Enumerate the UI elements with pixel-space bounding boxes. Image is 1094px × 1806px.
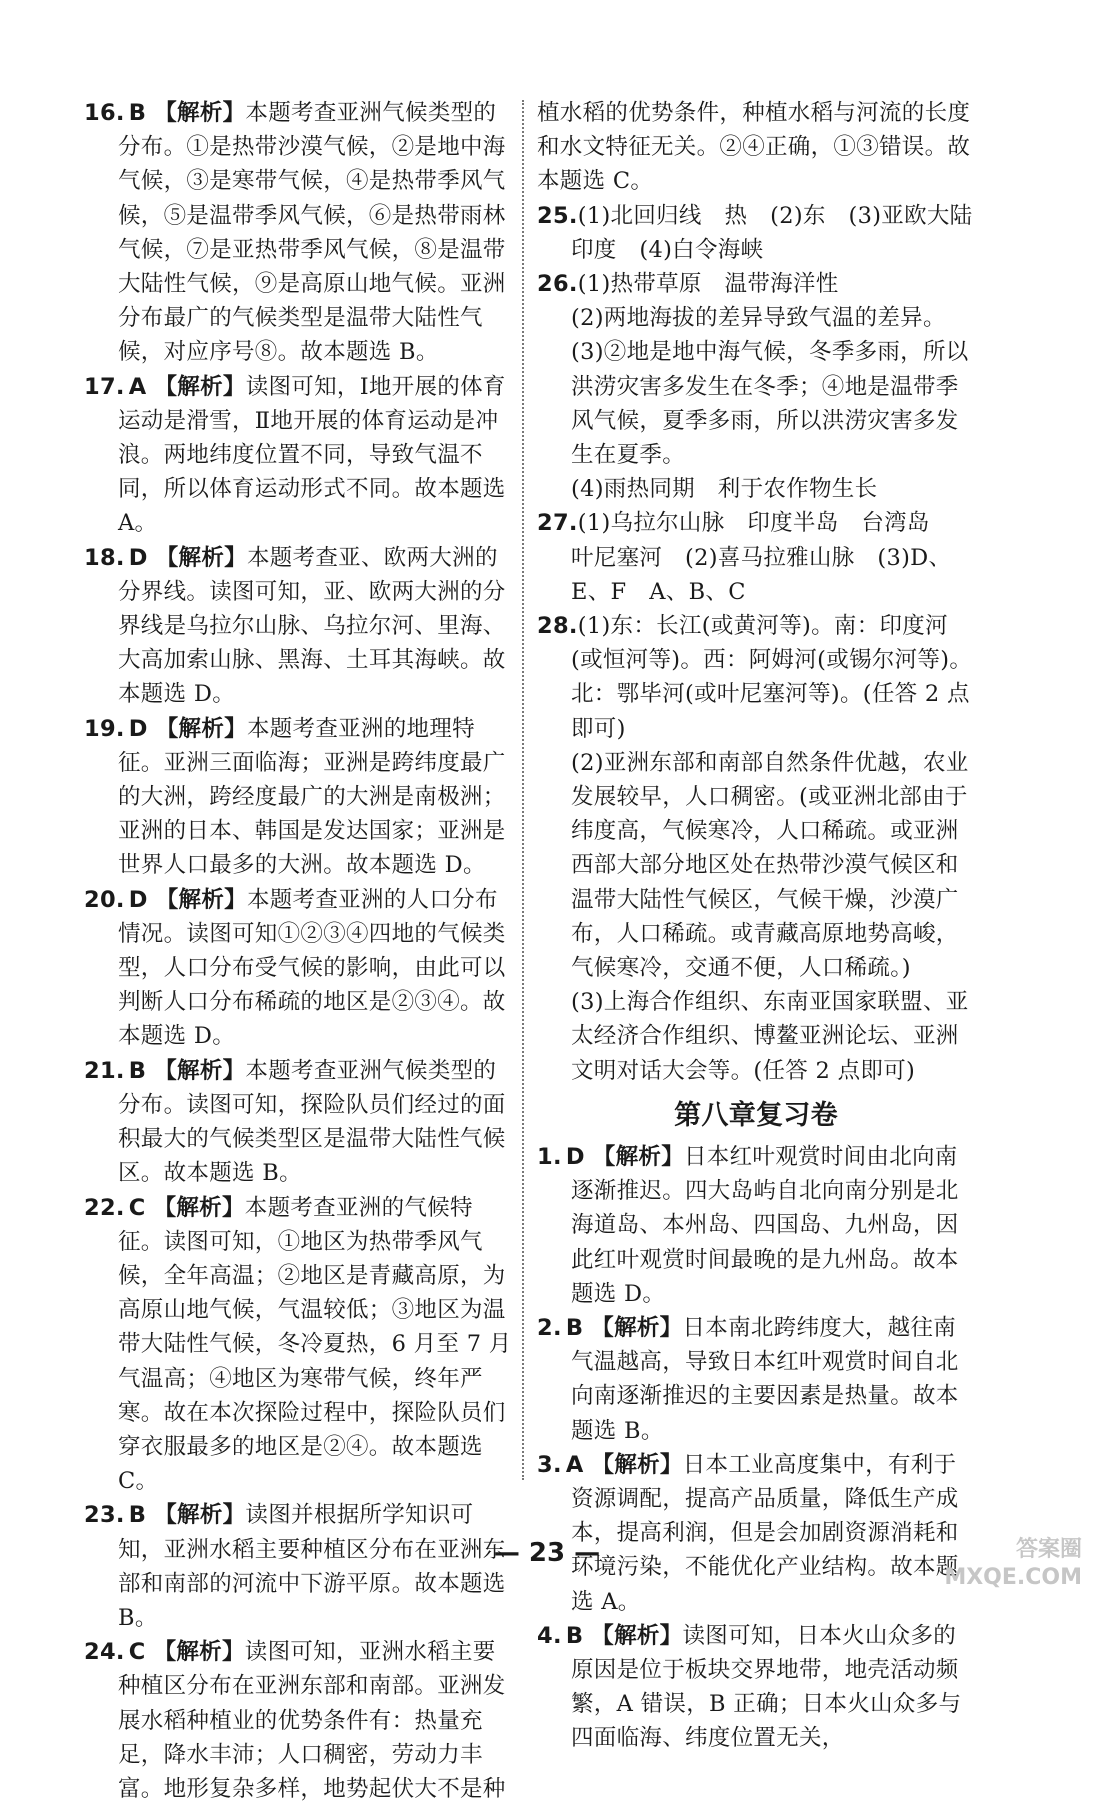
analysis-tag: 【解析】	[155, 886, 247, 913]
answer-letter: A	[565, 1451, 584, 1478]
continuation-text: 植水稻的优势条件，种植水稻与河流的长度和水文特征无关。②④正确，①③错误。故本题选 C。	[537, 100, 971, 195]
answer-item	[84, 96, 514, 370]
answer-item	[84, 712, 514, 883]
question-number: 21.	[84, 1057, 125, 1084]
answer-letter: B	[565, 1314, 584, 1341]
answer-text: (1)东：长江(或黄河等)。南：印度河(或恒河等)。西：阿姆河(或锡尔河等)。北：鄂毕河(或叶尼塞河等)。(任答 2 点即可)	[571, 613, 973, 742]
answer-letter: B	[565, 1622, 584, 1649]
chapter-title: 第八章复习卷	[674, 1099, 838, 1131]
answer-item	[537, 1448, 975, 1619]
watermark-logo	[944, 1536, 1082, 1592]
answer-line	[537, 335, 975, 472]
analysis-tag: 【解析】	[153, 1639, 245, 1666]
answer-item	[537, 1619, 975, 1756]
analysis-text: 日本南北跨纬度大，越往南气温越高，导致日本红叶观赏时间自北向南逐渐推迟的主要因素是热量。故本题选 B。	[571, 1314, 959, 1444]
analysis-text: 读图可知，日本火山众多的原因是位于板块交界地带，地壳活动频繁，A 错误，B 正确；日本火山众多与四面临海、纬度位置无关，	[571, 1622, 962, 1752]
answer-item	[84, 1635, 514, 1806]
answer-text: (2)两地海拔的差异导致气温的差异。	[571, 305, 946, 332]
answer-letter: B	[128, 1057, 147, 1084]
answer-line	[537, 506, 975, 609]
question-number: 3.	[537, 1451, 562, 1478]
analysis-text: 本题考查亚洲的地理特征。亚洲三面临海；亚洲是跨纬度最广的大洲，跨经度最广的大洲是南极洲；亚洲的日本、韩国是发达国家；亚洲是世界人口最多的大洲。故本题选 D。	[118, 715, 506, 879]
answer-text: (3)上海合作组织、东南亚国家联盟、亚太经济合作组织、博鳌亚洲论坛、亚洲文明对话大会等。(任答 2 点即可)	[571, 989, 969, 1084]
column-divider	[522, 100, 524, 1480]
answer-letter: A	[128, 373, 147, 400]
question-number: 28.	[537, 613, 578, 640]
analysis-tag: 【解析】	[154, 1502, 246, 1529]
answer-letter: B	[128, 100, 147, 126]
analysis-text: 本题考查亚、欧两大洲的分界线。读图可知，亚、欧两大洲的分界线是乌拉尔山脉、乌拉尔河、里海、大高加索山脉、黑海、土耳其海峡。故本题选 D。	[118, 544, 506, 708]
analysis-tag: 【解析】	[154, 373, 246, 400]
question-number: 22.	[84, 1194, 125, 1221]
analysis-tag: 【解析】	[591, 1451, 683, 1478]
question-number: 16.	[84, 100, 125, 126]
question-number: 18.	[84, 544, 125, 571]
answer-text: (2)亚洲东部和南部自然条件优越，农业发展较早，人口稠密。(或亚洲北部由于纬度高，气候寒冷，人口稀疏。或亚洲西部大部分地区处在热带沙漠气候区和温带大陆性气候区，气候干燥，沙漠广布，人口稀疏。或青藏高原地势高峻，气候寒冷，交通不便，人口稀疏。)	[571, 749, 969, 982]
answer-letter: D	[565, 1143, 585, 1170]
answer-text: (3)②地是地中海气候，冬季多雨，所以洪涝灾害多发生在冬季；④地是温带季风气候，夏季多雨，所以洪涝灾害多发生在夏季。	[571, 339, 969, 469]
answer-text: (1)热带草原 温带海洋性	[577, 271, 839, 298]
answer-line	[537, 199, 996, 267]
answer-item	[84, 1054, 514, 1191]
question-number: 2.	[537, 1314, 562, 1341]
analysis-tag: 【解析】	[154, 100, 246, 126]
answer-item	[84, 541, 514, 712]
question-number: 20.	[84, 886, 125, 913]
answer-line	[537, 267, 975, 301]
watermark-url: MXQE.COM	[944, 1565, 1082, 1590]
question-number: 19.	[84, 715, 125, 742]
answer-line	[537, 746, 975, 985]
question-number: 1.	[537, 1143, 562, 1170]
analysis-text: 读图并根据所学知识可知，亚洲水稻主要种植区分布在亚洲东部和南部的河流中下游平原。故本题选 B。	[118, 1502, 506, 1631]
right-column	[537, 96, 996, 1756]
answer-line	[537, 609, 975, 746]
question-number: 25.	[537, 202, 578, 229]
analysis-text: 日本工业高度集中，有利于资源调配，提高产品质量，降低生产成本，提高利润，但是会加剧资源消耗和环境污染，不能优化产业结构。故本题选 A。	[571, 1451, 959, 1615]
answer-letter: D	[128, 715, 148, 742]
analysis-text: 读图可知，亚洲水稻主要种植区分布在亚洲东部和南部。亚洲发展水稻种植业的优势条件有：热量充足，降水丰沛；人口稠密，劳动力丰富。地形复杂多样，地势起伏大不是种	[118, 1639, 506, 1802]
answer-line	[537, 472, 975, 506]
watermark-text: 答案圈	[1015, 1537, 1082, 1562]
answer-item	[84, 1191, 514, 1499]
answer-item	[537, 1140, 975, 1311]
page-number: — 23 —	[493, 1538, 601, 1568]
analysis-text: 本题考查亚洲的气候特征。读图可知，①地区为热带季风气候，全年高温；②地区是青藏高原，为高原山地气候，气温较低；③地区为温带大陆性气候，冬冷夏热，6 月至 7 月气温高；④地区为寒带气候，终年严寒。故在本次探险过程中，探险队员们穿衣服最多的地区是②④。故本题选 C。	[118, 1194, 512, 1495]
analysis-tag: 【解析】	[591, 1622, 683, 1649]
question-number: 26.	[537, 271, 578, 298]
analysis-text: 本题考查亚洲气候类型的分布。读图可知，探险队员们经过的面积最大的气候类型区是温带大陆性气候区。故本题选 B。	[118, 1057, 506, 1187]
answer-item	[84, 370, 514, 541]
answer-letter: C	[128, 1194, 146, 1221]
answer-line	[537, 985, 975, 1088]
answer-text: (1)北回归线 热 (2)东 (3)亚欧大陆 印度 (4)白令海峡	[571, 202, 996, 263]
analysis-tag: 【解析】	[154, 1057, 246, 1084]
analysis-tag: 【解析】	[592, 1143, 684, 1170]
answer-letter: D	[128, 886, 148, 913]
answer-text: (4)雨热同期 利于农作物生长	[571, 476, 878, 503]
question-number: 24.	[84, 1639, 125, 1666]
answer-list-before	[537, 199, 996, 1088]
question-number: 23.	[84, 1502, 125, 1529]
question-number: 17.	[84, 373, 125, 400]
answer-letter: D	[128, 544, 148, 571]
answer-item	[537, 1311, 975, 1448]
analysis-text: 本题考查亚洲气候类型的分布。①是热带沙漠气候，②是地中海气候，③是寒带气候，④是热带季风气候，⑤是温带季风气候，⑥是热带雨林气候，⑦是亚热带季风气候，⑧是温带大陆性气候，⑨是高原山地气候。亚洲分布最广的气候类型是温带大陆性气候，对应序号⑧。故本题选 B。	[118, 100, 506, 366]
analysis-text: 日本红叶观赏时间由北向南逐渐推迟。四大岛屿自北向南分别是北海道岛、本州岛、四国岛、九州岛，因此红叶观赏时间最晚的是九州岛。故本题选 D。	[571, 1143, 959, 1307]
answer-letter: C	[128, 1639, 146, 1666]
answer-line	[537, 301, 975, 335]
analysis-tag: 【解析】	[591, 1314, 683, 1341]
analysis-text: 读图可知，Ⅰ地开展的体育运动是滑雪，Ⅱ地开展的体育运动是冲浪。两地纬度位置不同，导致气温不同，所以体育运动形式不同。故本题选 A。	[118, 373, 506, 537]
question-number: 4.	[537, 1622, 562, 1649]
answer-item	[84, 883, 514, 1054]
analysis-text: 本题考查亚洲的人口分布情况。读图可知①②③④四地的气候类型，人口分布受气候的影响，由此可以判断人口分布稀疏的地区是②③④。故本题选 D。	[118, 886, 506, 1050]
answer-letter: B	[128, 1502, 147, 1529]
analysis-tag: 【解析】	[155, 715, 247, 742]
analysis-tag: 【解析】	[153, 1194, 245, 1221]
answer-list-after	[537, 1140, 975, 1756]
question-number: 27.	[537, 510, 578, 537]
answer-text: (1)乌拉尔山脉 印度半岛 台湾岛 叶尼塞河 (2)喜马拉雅山脉 (3)D、E、F A、B、C	[571, 510, 953, 605]
analysis-tag: 【解析】	[155, 544, 247, 571]
